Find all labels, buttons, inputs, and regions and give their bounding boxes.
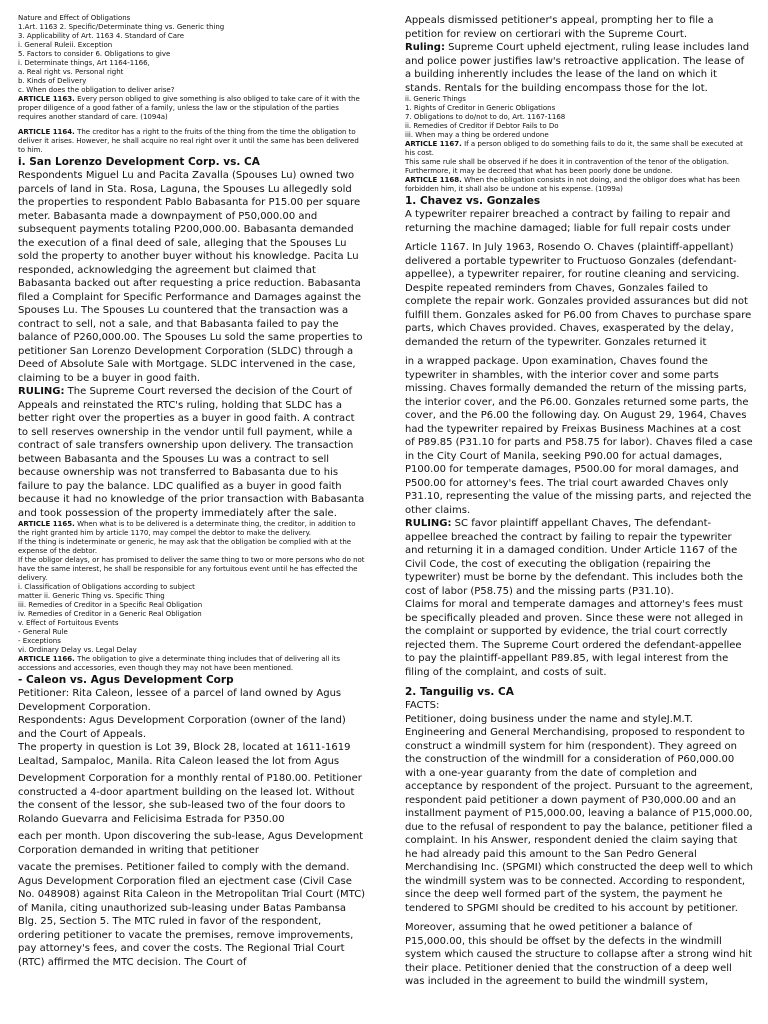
detail-line: If the obligor delays, or has promised to deliver the same thing to two or more persons who do not have the same interest, he shall be responsible for any fortuitous event until he has effected the delivery.	[18, 556, 365, 582]
case-paragraph: Article 1167. In July 1963, Rosendo O. Chaves (plaintiff-appellant) delivered a portable typewriter to Fructuoso Gonzales (defendant-appellee), a typewriter repairer, for routine cleaning and servicing. Despite repeated reminders from Chaves, Gonzales failed to complete the repair work. Gonzales provided assurances but did not fulfill them. Gonzales asked for P6.00 from Chaves to purchase spare parts, which Chaves provided. Chaves, exasperated by the delay, demanded the return of the typewriter. Gonzales returned it	[405, 242, 752, 348]
outline-line: ii. Generic Things	[405, 95, 466, 103]
detail-line: vi. Ordinary Delay vs. Legal Delay	[18, 646, 137, 654]
outline-line: 7. Obligations to do/not to do, Art. 1167-1168	[405, 113, 566, 121]
outline-line: i. Determinate things, Art 1164-1166,	[18, 59, 150, 67]
article-label: ARTICLE 1167.	[405, 140, 462, 148]
article-label: ARTICLE 1168.	[405, 176, 462, 184]
case-ruling	[405, 41, 753, 95]
outline-line: 3. Applicability of Art. 1163 4. Standard of Care	[18, 32, 185, 40]
outline-line: iii. When may a thing be ordered undone	[405, 131, 549, 139]
case-title-tanguilig: 2. Tanguilig vs. CA	[405, 686, 514, 698]
detail-line: If the thing is indeterminate or generic, he may ask that the obligation be complied with at the expense of the debtor.	[18, 538, 352, 555]
left-column	[18, 14, 366, 969]
article-1163	[18, 95, 366, 122]
case-title-caleon: - Caleon vs. Agus Development Corp	[18, 674, 234, 686]
case-paragraph: each per month. Upon discovering the sub-lease, Agus Development Corporation demanded in writing that petitioner	[18, 831, 364, 856]
case-paragraph: The property in question is Lot 39, Block 28, located at 1611-1619 Lealtad, Sampaloc, Manila. Rita Caleon leased the lot from Agus	[18, 742, 351, 767]
article-1164	[18, 128, 366, 155]
outline-line: i. General Ruleii. Exception	[18, 41, 113, 49]
article-label: ARTICLE 1164.	[18, 128, 75, 136]
article-1167	[405, 140, 753, 158]
article-text: The obligation to give a determinate thing includes that of delivering all its accessions and accessories, even though they may not have been mentioned.	[18, 655, 341, 672]
article-1166	[18, 655, 366, 673]
outline-line: 1.Art. 1163 2. Specific/Determinate thing vs. Generic thing	[18, 23, 225, 31]
article-1168	[405, 176, 753, 194]
case-paragraph: Petitioner: Rita Caleon, lessee of a parcel of land owned by Agus Development Corporation.	[18, 688, 342, 713]
ruling-label: Ruling:	[405, 42, 445, 53]
outline-line: b. Kinds of Delivery	[18, 77, 87, 85]
article-text: Every person obliged to give something is also obliged to take care of it with the proper diligence of a good father of a family, unless the law or the stipulation of the parties requires another standard of care. (1094a)	[18, 95, 360, 121]
case-paragraph: Respondents: Agus Development Corporation (owner of the land) and the Court of Appeals.	[18, 715, 346, 740]
case-title-san-lorenzo: i. San Lorenzo Development Corp. vs. CA	[18, 156, 260, 168]
case-paragraph: vacate the premises. Petitioner failed to comply with the demand. Agus Development Corporation filed an ejectment case (Civil Case No. 048908) against Rita Caleon in the Metropolitan Trial Court (MTC) of Manila, citing unauthorized sub-leasing under Batas Pambansa Blg. 25, Section 5. The MTC ruled in favor of the respondent, ordering petitioner to vacate the premises, remove improvements, pay attorney's fees, and cover the costs. The Regional Trial Court (RTC) affirmed the MTC decision. The Court of	[18, 862, 366, 968]
case-ruling	[405, 517, 753, 598]
case-title-chavez: 1. Chavez vs. Gonzales	[405, 195, 541, 207]
article-1165	[18, 520, 366, 538]
case-paragraph: Moreover, assuming that he owed petitioner a balance of P15,000.00, this should be offset by the defects in the windmill system which caused the structure to collapse after a strong wind hit their place. Petitioner denied that the construction of a deep well was included in the agreement to build the windmill system,	[405, 922, 753, 987]
detail-line: matter ii. Generic Thing vs. Specific Thing	[18, 592, 165, 600]
detail-line: iii. Remedies of Creditor in a Specific Real Obligation	[18, 601, 203, 609]
article-text: When what is to be delivered is a determinate thing, the creditor, in addition to the right granted him by article 1170, may compel the debtor to make the delivery.	[18, 520, 356, 537]
detail-line: v. Effect of Fortuitous Events	[18, 619, 119, 627]
facts-label: FACTS:	[405, 700, 440, 711]
case-ruling	[18, 385, 366, 520]
article-text: If a person obliged to do something fails to do it, the same shall be executed at his cost.	[405, 140, 743, 157]
ruling-text: The Supreme Court reversed the decision of the Court of Appeals and reinstated the RTC's ruling, holding that SLDC has a better right over the properties as a buyer in good faith. A contract to sell reserves ownership in the vendor until full payment, while a contract of sale transfers ownership upon delivery. The transaction between Babasanta and the Spouses Lu was a contract to sell because ownership was not transferred to Babasanta due to his failure to pay the balance. LDC qualified as a buyer in good faith because it had no knowledge of the prior transaction with Babasanta and took possession of the property immediately after the sale.	[18, 386, 365, 519]
right-column	[405, 14, 753, 989]
article-label: ARTICLE 1165.	[18, 520, 75, 528]
article-label: ARTICLE 1166.	[18, 655, 75, 663]
case-paragraph: Development Corporation for a monthly rental of P180.00. Petitioner constructed a 4-door apartment building on the leased lot. Without the consent of the lessor, she sub-leased two of the four doors to Rolando Guevarra and Felicisima Estrada for P350.00	[18, 773, 362, 825]
article-text: The creditor has a right to the fruits of the thing from the time the obligation to deliver it arises. However, he shall acquire no real right over it until the same has been delivered to him.	[18, 128, 359, 154]
article-label: ARTICLE 1163.	[18, 95, 75, 103]
detail-line: - General Rule	[18, 628, 68, 636]
outline-line: 1. Rights of Creditor in Generic Obligations	[405, 104, 556, 112]
case-facts: Respondents Miguel Lu and Pacita Zavalla (Spouses Lu) owned two parcels of land in Sta. Rosa, Laguna, the Spouses Lu allegedly sold the properties to respondent Pablo Babasanta for P15.00 per square meter. Babasanta made a downpayment of P50,000.00 and subsequent payments totaling P200,000.00. Babasanta demanded the execution of a final deed of sale, alleging that the Spouses Lu sold the property to another buyer without his knowledge. Pacita Lu responded, acknowledging the agreement but claimed that Babasanta backed out after requesting a price reduction. Babasanta filed a Complaint for Specific Performance and Damages against the Spouses Lu. The Spouses Lu countered that the transaction was a contract to sell, not a sale, and that Babasanta failed to pay the balance of P260,000.00. The Spouses Lu sold the same properties to petitioner San Lorenzo Development Corporation (SLDC) through a Deed of Absolute Sale with Mortgage. SLDC intervened in the case, claiming to be a buyer in good faith.	[18, 170, 363, 384]
case-paragraph: A typewriter repairer breached a contract by failing to repair and returning the machine damaged; liable for full repair costs under	[405, 209, 731, 234]
case-paragraph: in a wrapped package. Upon examination, Chaves found the typewriter in shambles, with the interior cover and some parts missing. Chaves formally demanded the return of the missing parts, the interior cover, and the P6.00. Gonzales returned some parts, the cover, and the P6.00 the following day. On August 29, 1964, Chaves had the typewriter repaired by Freixas Business Machines at a cost of P89.85 (P31.10 for parts and P58.75 for labor). Chaves filed a case in the City Court of Manila, seeking P90.00 for actual damages, P100.00 for temperate damages, P500.00 for moral damages, and P500.00 for attorney's fees. The trial court awarded Chaves only P31.10, representing the value of the missing parts, and rejected the other claims.	[405, 356, 753, 516]
ruling-label: RULING:	[405, 518, 452, 529]
outline-line: a. Real right vs. Personal right	[18, 68, 124, 76]
ruling-text: SC favor plaintiff appellant Chaves, The defendant-appellee breached the contract by failing to repair the typewriter and returning it in a damaged condition. Under Article 1167 of the Civil Code, the cost of executing the obligation (repairing the typewriter) must be borne by the defendant. This includes both the cost of labor (P58.75) and the missing parts (P31.10).	[405, 518, 743, 597]
article-1167-cont: This same rule shall be observed if he does it in contravention of the tenor of the obligation. Furthermore, it may be decreed that what has been poorly done be undone.	[405, 158, 729, 175]
outline-line: c. When does the obligation to deliver arise?	[18, 86, 175, 94]
outline-line: ii. Remedies of Creditor if Debtor Fails to Do	[405, 122, 559, 130]
case-paragraph: Petitioner, doing business under the name and styleJ.M.T. Engineering and General Merchandising, proposed to respondent to construct a windmill system for him (respondent). They agreed on the construction of the windmill for a consideration of P60,000.00 with a one-year guaranty from the date of completion and acceptance by respondent of the project. Pursuant to the agreement, respondent paid petitioner a down payment of P30,000.00 and an installment payment of P15,000.00, leaving a balance of P15,000.00, due to the refusal of respondent to pay the balance, petitioner filed a complaint. In his Answer, respondent denied the claim saying that he had already paid this amount to the San Pedro General Merchandising Inc. (SPGMI) which constructed the deep well to which the windmill system was to be connected. According to respondent, since the deep well formed part of the system, the payment he tendered to SPGMI should be credited to his account by petitioner.	[405, 713, 753, 914]
case-paragraph: Appeals dismissed petitioner's appeal, prompting her to file a petition for review on certiorari with the Supreme Court.	[405, 15, 714, 40]
ruling-text: Supreme Court upheld ejectment, ruling lease includes land and police power justifies law's retroactive application. The lease of a building inherently includes the lease of the land on which it stands. Rentals for the building encompass those for the lot.	[405, 42, 750, 94]
detail-line: i. Classification of Obligations according to subject	[18, 583, 195, 591]
detail-line: - Exceptions	[18, 637, 61, 645]
ruling-label: RULING:	[18, 386, 65, 397]
outline-line: 5. Factors to consider 6. Obligations to give	[18, 50, 171, 58]
article-text: When the obligation consists in not doing, and the obligor does what has been forbidden him, it shall also be undone at his expense. (1099a)	[405, 176, 740, 193]
outline-header	[18, 14, 366, 95]
outline-list	[405, 95, 753, 140]
detail-line: iv. Remedies of Creditor in a Generic Real Obligation	[18, 610, 202, 618]
outline-line: Nature and Effect of Obligations	[18, 14, 131, 22]
article-1165-details	[18, 538, 366, 655]
case-paragraph: Claims for moral and temperate damages and attorney's fees must be specifically pleaded and proven. Since these were not alleged in the complaint or supported by evidence, the trial court correctly rejected them. The Supreme Court ordered the defendant-appellee to pay the plaintiff-appellant P89.85, with legal interest from the filing of the complaint, and costs of suit.	[405, 599, 744, 678]
